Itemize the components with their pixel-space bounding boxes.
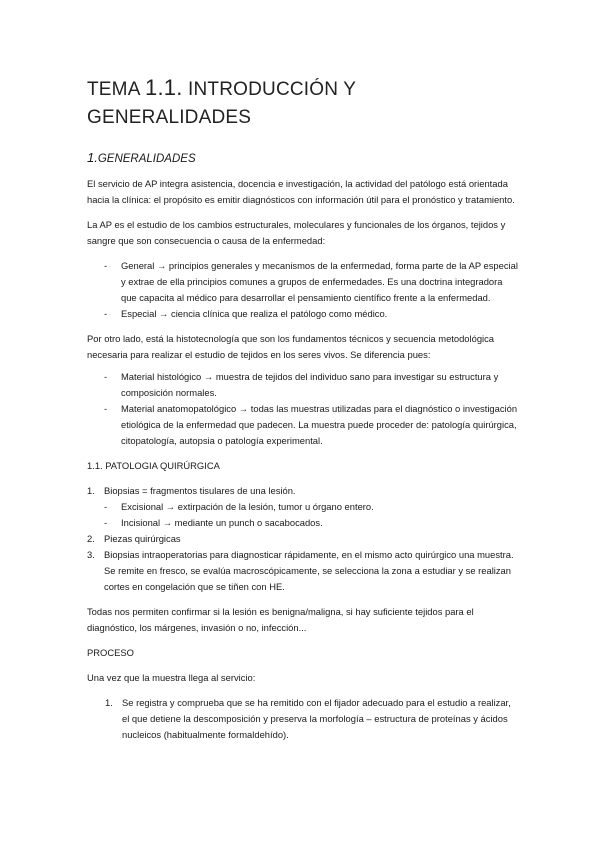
subsection-heading: 1.1. PATOLOGIA QUIRÚRGICA: [87, 460, 220, 471]
proceso-heading: PROCESO: [87, 647, 134, 658]
title-number: 1.1.: [145, 75, 183, 100]
title-prefix: TEMA: [87, 79, 146, 100]
list-item: - Material anatomopatológico → todas las muestras utilizadas para el diagnóstico o investigación etiológica de la enfermedad que padecen. La muestra puede proceder de: patología quirúrgica, citopatología, autopsia o patología experimental.: [104, 403, 518, 446]
list-item: 2. Piezas quirúrgicas: [87, 533, 181, 544]
list-item: 1. Se registra y comprueba que se ha remitido con el fijador adecuado para el estudio a realizar, el que detiene la descomposición y preserva la morfología – estructura de proteínas y ácidos nucleicos (habitualmente formaldehído).: [105, 697, 511, 740]
section-number: 1.: [87, 150, 98, 165]
list-item: - Incisional → mediante un punch o sacabocados.: [104, 517, 323, 528]
list-item: - Especial → ciencia clínica que realiza el patólogo como médico.: [104, 308, 388, 319]
list-item: - Excisional → extirpación de la lesión, tumor u órgano entero.: [104, 501, 374, 512]
list-item: - General → principios generales y mecanismos de la enfermedad, forma parte de la AP especial y extrae de ella principios comunes a grupos de enfermedades. Es una doctrina integradora que capacita al médico para desarrollar el pensamiento científico frente a la enfermedad.: [104, 260, 518, 303]
list-item: 1. Biopsias = fragmentos tisulares de una lesión. - Excisional → extirpación de la lesión, tumor u órgano entero. - Incisional → mediante un punch o sacabocados.: [87, 483, 519, 531]
sublist-biopsias: [104, 499, 519, 531]
title-text: INTRODUCCIÓN Y GENERALIDADES: [87, 79, 356, 128]
list-ap-types: [87, 258, 519, 322]
paragraph-definicion-ap: La AP es el estudio de los cambios estructurales, moleculares y funcionales de los órganos, tejidos y sangre que son consecuencia o causa de la enfermedad:: [87, 219, 506, 246]
page-title: [87, 74, 519, 132]
paragraph-histotecnologia: Por otro lado, está la histotecnología que son los fundamentos técnicos y secuencia metodológica necesaria para realizar el estudio de tejidos en los seres vivos. Se diferencia pues:: [87, 333, 495, 360]
list-item: 3. Biopsias intraoperatorias para diagnosticar rápidamente, en el mismo acto quirúrgico una muestra. Se remite en fresco, se evalúa macroscópicamente, se selecciona la zona a estudiar y se realizan cortes en congelación que se tiñen con HE.: [87, 549, 514, 592]
paragraph-servicio: El servicio de AP integra asistencia, docencia e investigación, la actividad del patólogo está orientada hacia la clínica: el propósito es emitir diagnósticos con información útil para el pronóstico y tratamiento.: [87, 178, 515, 205]
list-patologia-quirurgica: [87, 483, 519, 595]
section-heading-generalidades: [87, 150, 519, 167]
section-title: GENERALIDADES: [97, 153, 196, 165]
paragraph-muestra: Una vez que la muestra llega al servicio:: [87, 672, 256, 683]
paragraph-confirmar: Todas nos permiten confirmar si la lesión es benigna/maligna, si hay suficiente tejidos para el diagnóstico, los márgenes, invasión o no, infección...: [87, 606, 474, 633]
list-material-types: [87, 369, 519, 449]
list-item: - Material histológico → muestra de tejidos del individuo sano para investigar su estructura y composición normales.: [104, 371, 499, 398]
list-proceso: [87, 695, 519, 743]
document-content: [87, 74, 519, 743]
